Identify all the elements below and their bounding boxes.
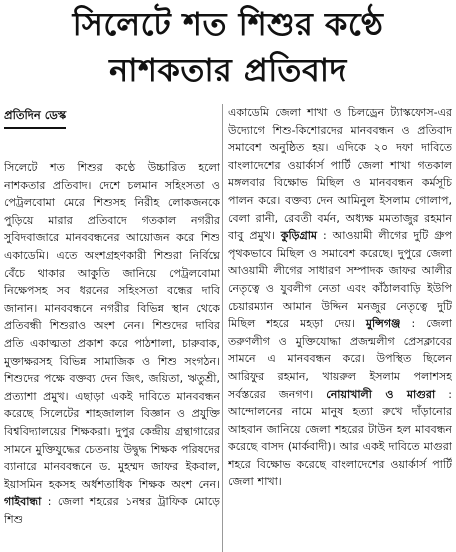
- left-column-text: [4, 159, 220, 528]
- section-text-noakhali-magura: : আন্দোলনের নামে মানুষ হত্যা রুখে দাঁড়ানোর আহবান জানিয়ে জেলা শহরের টাউন হল মাববন্ধন করেছে বাসদ (মার্কবাদী)। আর একই দাবিতে মাগুরা শহরে বিক্ষোভ করেছে বাংলাদেশের ওয়ার্কার্স পার্টি জেলা শাখা।: [228, 387, 452, 489]
- right-column-text: [228, 104, 452, 491]
- section-label-gaibandha: গাইবান্ধা: [4, 495, 42, 509]
- right-column: [228, 104, 452, 552]
- byline: প্রতিদিন ডেস্ক: [4, 107, 66, 129]
- column-divider: [222, 104, 223, 552]
- headline: [0, 2, 456, 94]
- headline-line-1: সিলেটে শত শিশুর কণ্ঠে: [72, 5, 384, 43]
- headline-line-2: নাশকতার প্রতিবাদ: [109, 51, 347, 89]
- right-intro: একাডেমি জেলা শাখা ও চিলড্রেন ট্যাস্কফোস-এর উদ্যোগে শিশু-কিশোরদের মানববন্ধন ও প্রতিবাদ সমাবেশ অনুষ্ঠিত হয়। এদিকে ২০ দফা দাবিতে বাংলাদেশের ওয়ার্কার্স পার্টি জেলা শাখা গতকাল মঙ্গলবার বিক্ষোভ মিছিল ও মানববন্ধন কর্মসূচি পালন করে। বক্তব্য দেন আমিনুল ইসলাম গোলাপ, বেলা রানী, রেবতী বর্মন, অধ্যক্ষ মমতাজুর রহমান বাবু প্রমুখ।: [228, 106, 452, 243]
- section-label-noakhali-magura: নোয়াখালী ও মাগুরা: [326, 387, 436, 401]
- section-text-kurigram: : আওয়ামী লীগের দুটি গ্রুপ পৃথকভাবে মিছিল ও সমাবেশ করেছে। দুপুরে জেলা আওয়ামী লীগের সাধারণ সম্পাদক জাফর আলীর নেতৃত্বে ও যুবলীগ নেতা এবং কাঁঠালবাড়ি ইউপি চেয়ারম্যান আমান উদ্দিন মনজুর নেতৃত্বে দুটি মিছিল শহরে মহড়া দেয়।: [228, 229, 452, 331]
- left-column: [4, 104, 220, 552]
- section-text-gaibandha: : জেলা শহরের ১নম্বর ট্রাফিক মোড়ে শিশু: [4, 495, 220, 526]
- byline-spacer: [4, 129, 220, 159]
- section-label-munshiganj: মুন্সিগঞ্জ: [365, 317, 401, 331]
- left-body: সিলেটে শত শিশুর কণ্ঠে উচ্চারিত হলো নাশকতার প্রতিবাদ। দেশে চলমান সহিংসতা ও পেট্রলবোমা মেরে শিশুসহ নিরীহ লোকজনকে পুড়িয়ে মারার প্রতিবাদে গতকাল নগরীর সুবিদবাজারে মানববন্ধনের আয়োজন করে শিশু একাডেমি। এতে অংশগ্রহণকারী শিশুরা নির্বিঘ্নে বেঁচে থাকার আকুতি জানিয়ে পেট্রলবোমা নিক্ষেপসহ সব ধরনের সহিংসতা বন্ধের দাবি জানান। মানববন্ধনে নগরীর বিভিন্ন স্থান থেকে প্রতিবন্ধী শিশুরাও অংশ নেন। শিশুদের দাবির প্রতি একাত্মতা প্রকাশ করে পাঠশালা, চারুবাক, মুক্তাক্ষরসহ বিভিন্ন সামাজিক ও শিশু সংগঠন। শিশুদের পক্ষে বক্তব্য দেন জিৎ, জয়িতা, ঋতুশ্রী, প্রত্যাশা প্রমুখ। এছাড়া একই দাবিতে মানববন্ধন করেছে সিলেটের শাহজালাল বিজ্ঞান ও প্রযুক্তি বিশ্ববিদ্যালয়ের শিক্ষকরা। দুপুর কেন্দ্রীয় গ্রন্থাগারের সামনে মুক্তিযুদ্ধের চেতনায় উদ্বুদ্ধ শিক্ষক পরিষদের ব্যানারে মানববন্ধনে ড. মুহম্মদ জাফর ইকবাল, ইয়াসমিন হকসহ অর্ধশতাধিক শিক্ষক অংশ নেন।: [4, 161, 220, 491]
- section-label-kurigram: কুড়িগ্রাম: [280, 229, 318, 243]
- section-text-munshiganj: : জেলা তরুণলীগ ও মুক্তিযোদ্ধা প্রজন্মলীগ প্রেসক্লাবের সামনে এ মানববন্ধন করে। উপস্থিত ছিলেন আরিফুর রহমান, খায়রুল ইসলাম পলাশসহ সর্বস্তরের জনগণ।: [228, 317, 452, 401]
